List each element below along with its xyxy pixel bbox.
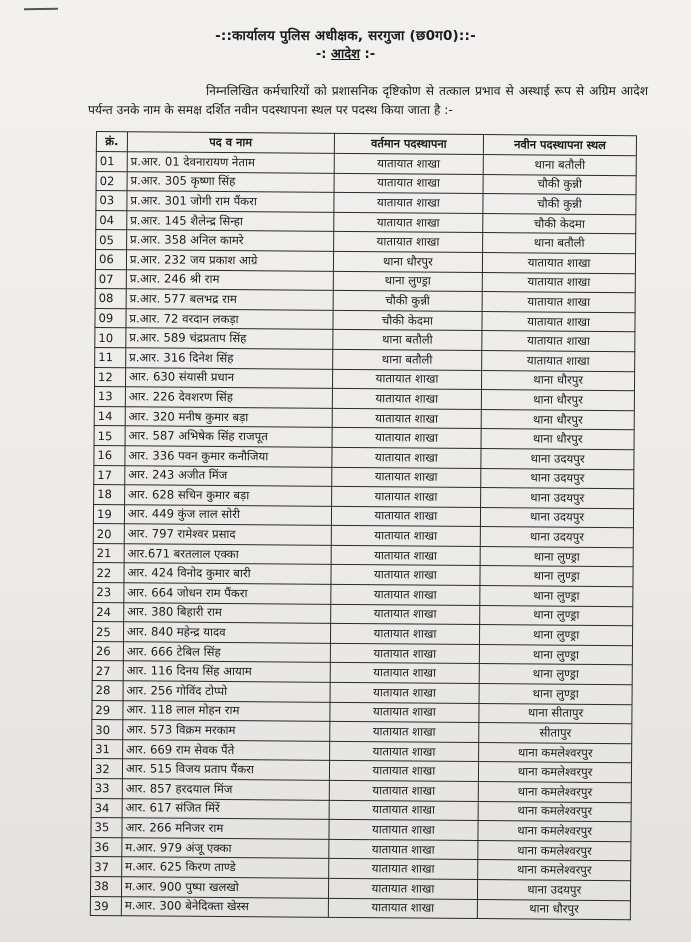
current-posting-cell: यातायात शाखा [332,388,482,409]
new-posting-cell: थाना कमलेश्वरपुर [478,801,631,822]
current-posting-cell: यातायात शाखा [328,839,478,860]
serial-cell: 36 [91,837,122,857]
table-body [90,152,636,920]
new-posting-cell: थाना सीतापुर [479,703,632,724]
current-posting-cell: यातायात शाखा [332,369,482,390]
serial-cell: 29 [92,700,123,720]
current-posting-cell: यातायात शाखा [334,153,484,174]
serial-cell: 10 [95,328,126,348]
serial-cell: 04 [96,210,127,230]
current-posting-cell: यातायात शाखा [334,173,484,194]
current-posting-cell: यातायात शाखा [329,761,479,782]
current-posting-cell: यातायात शाखा [330,624,480,645]
current-posting-cell: यातायात शाखा [332,428,482,449]
serial-cell: 32 [91,759,122,779]
name-cell: आर. 617 संजित मिंरें [122,798,329,819]
current-posting-cell: थाना बतौली [332,330,482,351]
name-cell: प्र.आर. 72 वरदान लकड़ा [126,308,333,329]
name-cell: आर. 669 राम सेवक पैंते [123,740,330,761]
serial-cell: 23 [93,583,124,603]
name-cell: प्र.आर. 358 अनिल कामरे [127,230,334,251]
new-posting-cell: यातायात शाखा [483,253,636,274]
serial-cell: 28 [92,681,123,701]
serial-cell: 07 [95,269,126,289]
col-header-new-posting: नवीन पदस्थापना स्थल [484,135,637,156]
name-cell: आर. 320 मनीष कुमार बड़ा [125,406,332,427]
current-posting-cell: यातायात शाखा [329,780,479,801]
serial-cell: 35 [91,818,122,838]
new-posting-cell: चौकी कुन्नी [483,194,636,215]
name-cell: आर. 630 संयासी प्रधान [125,367,332,388]
name-cell: आर. 573 विक्रम मरकाम [123,720,330,741]
serial-cell: 11 [95,347,126,367]
current-posting-cell: यातायात शाखा [329,702,479,723]
serial-cell: 38 [90,876,121,896]
current-posting-cell: थाना धौरपुर [333,251,483,272]
new-posting-cell: यातायात शाखा [482,331,635,352]
current-posting-cell: चौकी कुन्नी [333,291,483,312]
serial-cell: 09 [95,308,126,328]
serial-cell: 03 [96,191,127,211]
current-posting-cell: यातायात शाखा [329,800,479,821]
name-cell: प्र.आर. 232 जय प्रकाश आग्रे [126,250,333,271]
new-posting-cell: थाना धौरपुर [482,390,635,411]
current-posting-cell: थाना लुण्ड्रा [333,271,483,292]
new-posting-cell: थाना लुण्ड्रा [480,586,633,607]
transfer-table [90,131,637,920]
name-cell: प्र.आर. 01 देवनारायण नेताम [127,152,334,173]
current-posting-cell: यातायात शाखा [331,565,481,586]
new-posting-cell: यातायात शाखा [482,292,635,313]
new-posting-cell: थाना लुण्ड्रा [480,625,633,646]
current-posting-cell: यातायात शाखा [329,820,479,841]
name-cell: म.आर. 300 बेनेदिक्ता खेस्स [121,896,328,917]
name-cell: आर. 256 गोविंद टोप्पो [123,681,330,702]
new-posting-cell: थाना लुण्ड्रा [479,684,632,705]
current-posting-cell: यातायात शाखा [332,408,482,429]
name-cell: आर. 797 रामेश्वर प्रसाद [124,524,331,545]
new-posting-cell: थाना लुण्ड्रा [479,664,632,685]
name-cell: आर. 840 महेन्द्र यादव [123,622,330,643]
name-cell: आर. 424 विनोद कुमार बारी [124,563,331,584]
new-posting-cell: थाना कमलेश्वरपुर [479,762,632,783]
new-posting-cell: थाना बतौली [483,155,636,176]
new-posting-cell: थाना कमलेश्वरपुर [478,840,631,861]
new-posting-cell: थाना उदयपुर [481,507,634,528]
new-posting-cell: थाना धौरपुर [481,409,634,430]
new-posting-cell: थाना लुण्ड्रा [480,605,633,626]
serial-cell: 22 [93,563,124,583]
serial-cell: 31 [92,739,123,759]
new-posting-cell: थाना बतौली [483,233,636,254]
name-cell: प्र.आर. 316 दिनेश सिंह [126,348,333,369]
current-posting-cell: यातायात शाखा [331,526,481,547]
serial-cell: 18 [94,485,125,505]
new-posting-cell: थाना उदयपुर [481,448,634,469]
name-cell: आर. 449 कुंज लाल सोरी [124,504,331,525]
serial-cell: 25 [92,622,123,642]
current-posting-cell: यातायात शाखा [330,663,480,684]
name-cell: प्र.आर. 145 शैलेन्द्र सिन्हा [127,211,334,232]
serial-cell: 12 [94,367,125,387]
serial-cell: 19 [93,504,124,524]
name-cell: प्र.आर. 301 जोगी राम पैंकरा [127,191,334,212]
new-posting-cell: यातायात शाखा [482,272,635,293]
current-posting-cell: यातायात शाखा [331,447,481,468]
name-cell: आर. 116 दिनय सिंह आयाम [123,661,330,682]
name-cell: आर. 587 अभिषेक सिंह राजपूत [125,426,332,447]
new-posting-cell: थाना कमलेश्वरपुर [478,860,631,881]
order-title-text: आदेश [330,47,361,62]
new-posting-cell: थाना लुण्ड्रा [480,546,633,567]
current-posting-cell: यातायात शाखा [331,545,481,566]
current-posting-cell: यातायात शाखा [330,643,480,664]
name-cell: म.आर. 979 अंजू एक्का [122,838,329,859]
serial-cell: 30 [92,720,123,740]
serial-cell: 14 [94,406,125,426]
new-posting-cell: चौकी केदमा [483,213,636,234]
current-posting-cell: चौकी केदमा [333,310,483,331]
col-header-sr: क्रं. [96,132,127,152]
new-posting-cell: थाना कमलेश्वरपुर [478,782,631,803]
name-cell: आर. 628 सचिन कुमार बड़ा [125,485,332,506]
current-posting-cell: यातायात शाखा [331,486,481,507]
serial-cell: 13 [94,387,125,407]
name-cell: आर. 857 हरदयाल मिंज [122,779,329,800]
current-posting-cell: थाना बतौली [332,349,482,370]
new-posting-cell: सीतापुर [479,723,632,744]
serial-cell: 39 [90,896,121,916]
serial-cell: 17 [94,465,125,485]
office-title: -::कार्यालय पुलिस अधीक्षक, सरगुजा (छ0ग0)::- [215,28,476,44]
new-posting-cell: थाना उदयपुर [480,527,633,548]
col-header-current-posting: वर्तमान पदस्थापना [334,133,484,154]
serial-cell: 20 [93,524,124,544]
name-cell: म.आर. 625 किरण ताण्डे [122,857,329,878]
serial-cell: 08 [95,289,126,309]
current-posting-cell: यातायात शाखा [333,212,483,233]
current-posting-cell: यातायात शाखा [329,722,479,743]
name-cell: आर. 380 बिहारी राम [124,602,331,623]
name-cell: प्र.आर. 589 चंद्रप्रताप सिंह [126,328,333,349]
current-posting-cell: यातायात शाखा [330,604,480,625]
current-posting-cell: यातायात शाखा [331,467,481,488]
serial-cell: 15 [94,426,125,446]
new-posting-cell: थाना धौरपुर [481,429,634,450]
name-cell: प्र.आर. 246 श्री राम [126,269,333,290]
current-posting-cell: यातायात शाखा [330,682,480,703]
name-cell: आर. 243 अजीत मिंज [125,465,332,486]
serial-cell: 27 [92,661,123,681]
name-cell: आर. 336 पवन कुमार कनौजिया [125,446,332,467]
preamble-text: निम्नलिखित कर्मचारियों को प्रशासनिक दृष्टिकोण से तत्काल प्रभाव से अस्थाई रूप से अग्रिम आदेश पर्यन्त उनके नाम के समक्ष दर्शित नवीन पदस्थापना स्थल पर पदस्थ किया जाता है :- [88,84,648,117]
new-posting-cell: यातायात शाखा [482,350,635,371]
name-cell: प्र.आर. 305 कृष्णा सिंह [127,171,334,192]
serial-cell: 21 [93,543,124,563]
name-cell: आर. 226 देवशरण सिंह [125,387,332,408]
serial-cell: 06 [95,249,126,269]
serial-cell: 26 [92,641,123,661]
serial-cell: 16 [94,445,125,465]
new-posting-cell: यातायात शाखा [482,311,635,332]
current-posting-cell: यातायात शाखा [331,506,481,527]
name-cell: आर. 666 टेबिल सिंह [123,642,330,663]
current-posting-cell: यातायात शाखा [330,584,480,605]
new-posting-cell: थाना लुण्ड्रा [480,566,633,587]
serial-cell: 05 [96,230,127,250]
table-row [90,896,630,920]
serial-cell: 34 [91,798,122,818]
current-posting-cell: यातायात शाखा [329,741,479,762]
new-posting-cell: थाना उदयपुर [481,468,634,489]
serial-cell: 01 [96,152,127,172]
current-posting-cell: यातायात शाखा [328,898,478,919]
name-cell: आर. 118 लाल मोहन राम [123,700,330,721]
order-preamble [88,82,648,120]
new-posting-cell: थाना लुण्ड्रा [480,644,633,665]
current-posting-cell: यातायात शाखा [333,232,483,253]
order-title: -: आदेश :- [315,47,376,62]
name-cell: आर. 664 जोधन राम पैंकरा [124,583,331,604]
name-cell: आर.671 बरतलाल एक्का [124,544,331,565]
name-cell: म.आर. 900 पुष्पा खलखो [121,877,328,898]
name-cell: आर. 515 विजय प्रताप पैंकरा [122,759,329,780]
new-posting-cell: थाना कमलेश्वरपुर [478,821,631,842]
serial-cell: 24 [93,602,124,622]
pen-mark [24,8,58,11]
new-posting-cell: थाना धौरपुर [482,370,635,391]
new-posting-cell: थाना धौरपुर [478,899,631,920]
new-posting-cell: थाना कमलेश्वरपुर [479,742,632,763]
name-cell: प्र.आर. 577 बलभद्र राम [126,289,333,310]
serial-cell: 02 [96,171,127,191]
new-posting-cell: थाना उदयपुर [478,879,631,900]
serial-cell: 33 [91,778,122,798]
new-posting-cell: चौकी कुन्नी [483,174,636,195]
col-header-name: पद व नाम [127,132,334,154]
serial-cell: 37 [91,857,122,877]
current-posting-cell: यातायात शाखा [328,878,478,899]
current-posting-cell: यातायात शाखा [333,193,483,214]
name-cell: आर. 266 मनिजर राम [122,818,329,839]
current-posting-cell: यातायात शाखा [328,859,478,880]
new-posting-cell: थाना उदयपुर [481,488,634,509]
